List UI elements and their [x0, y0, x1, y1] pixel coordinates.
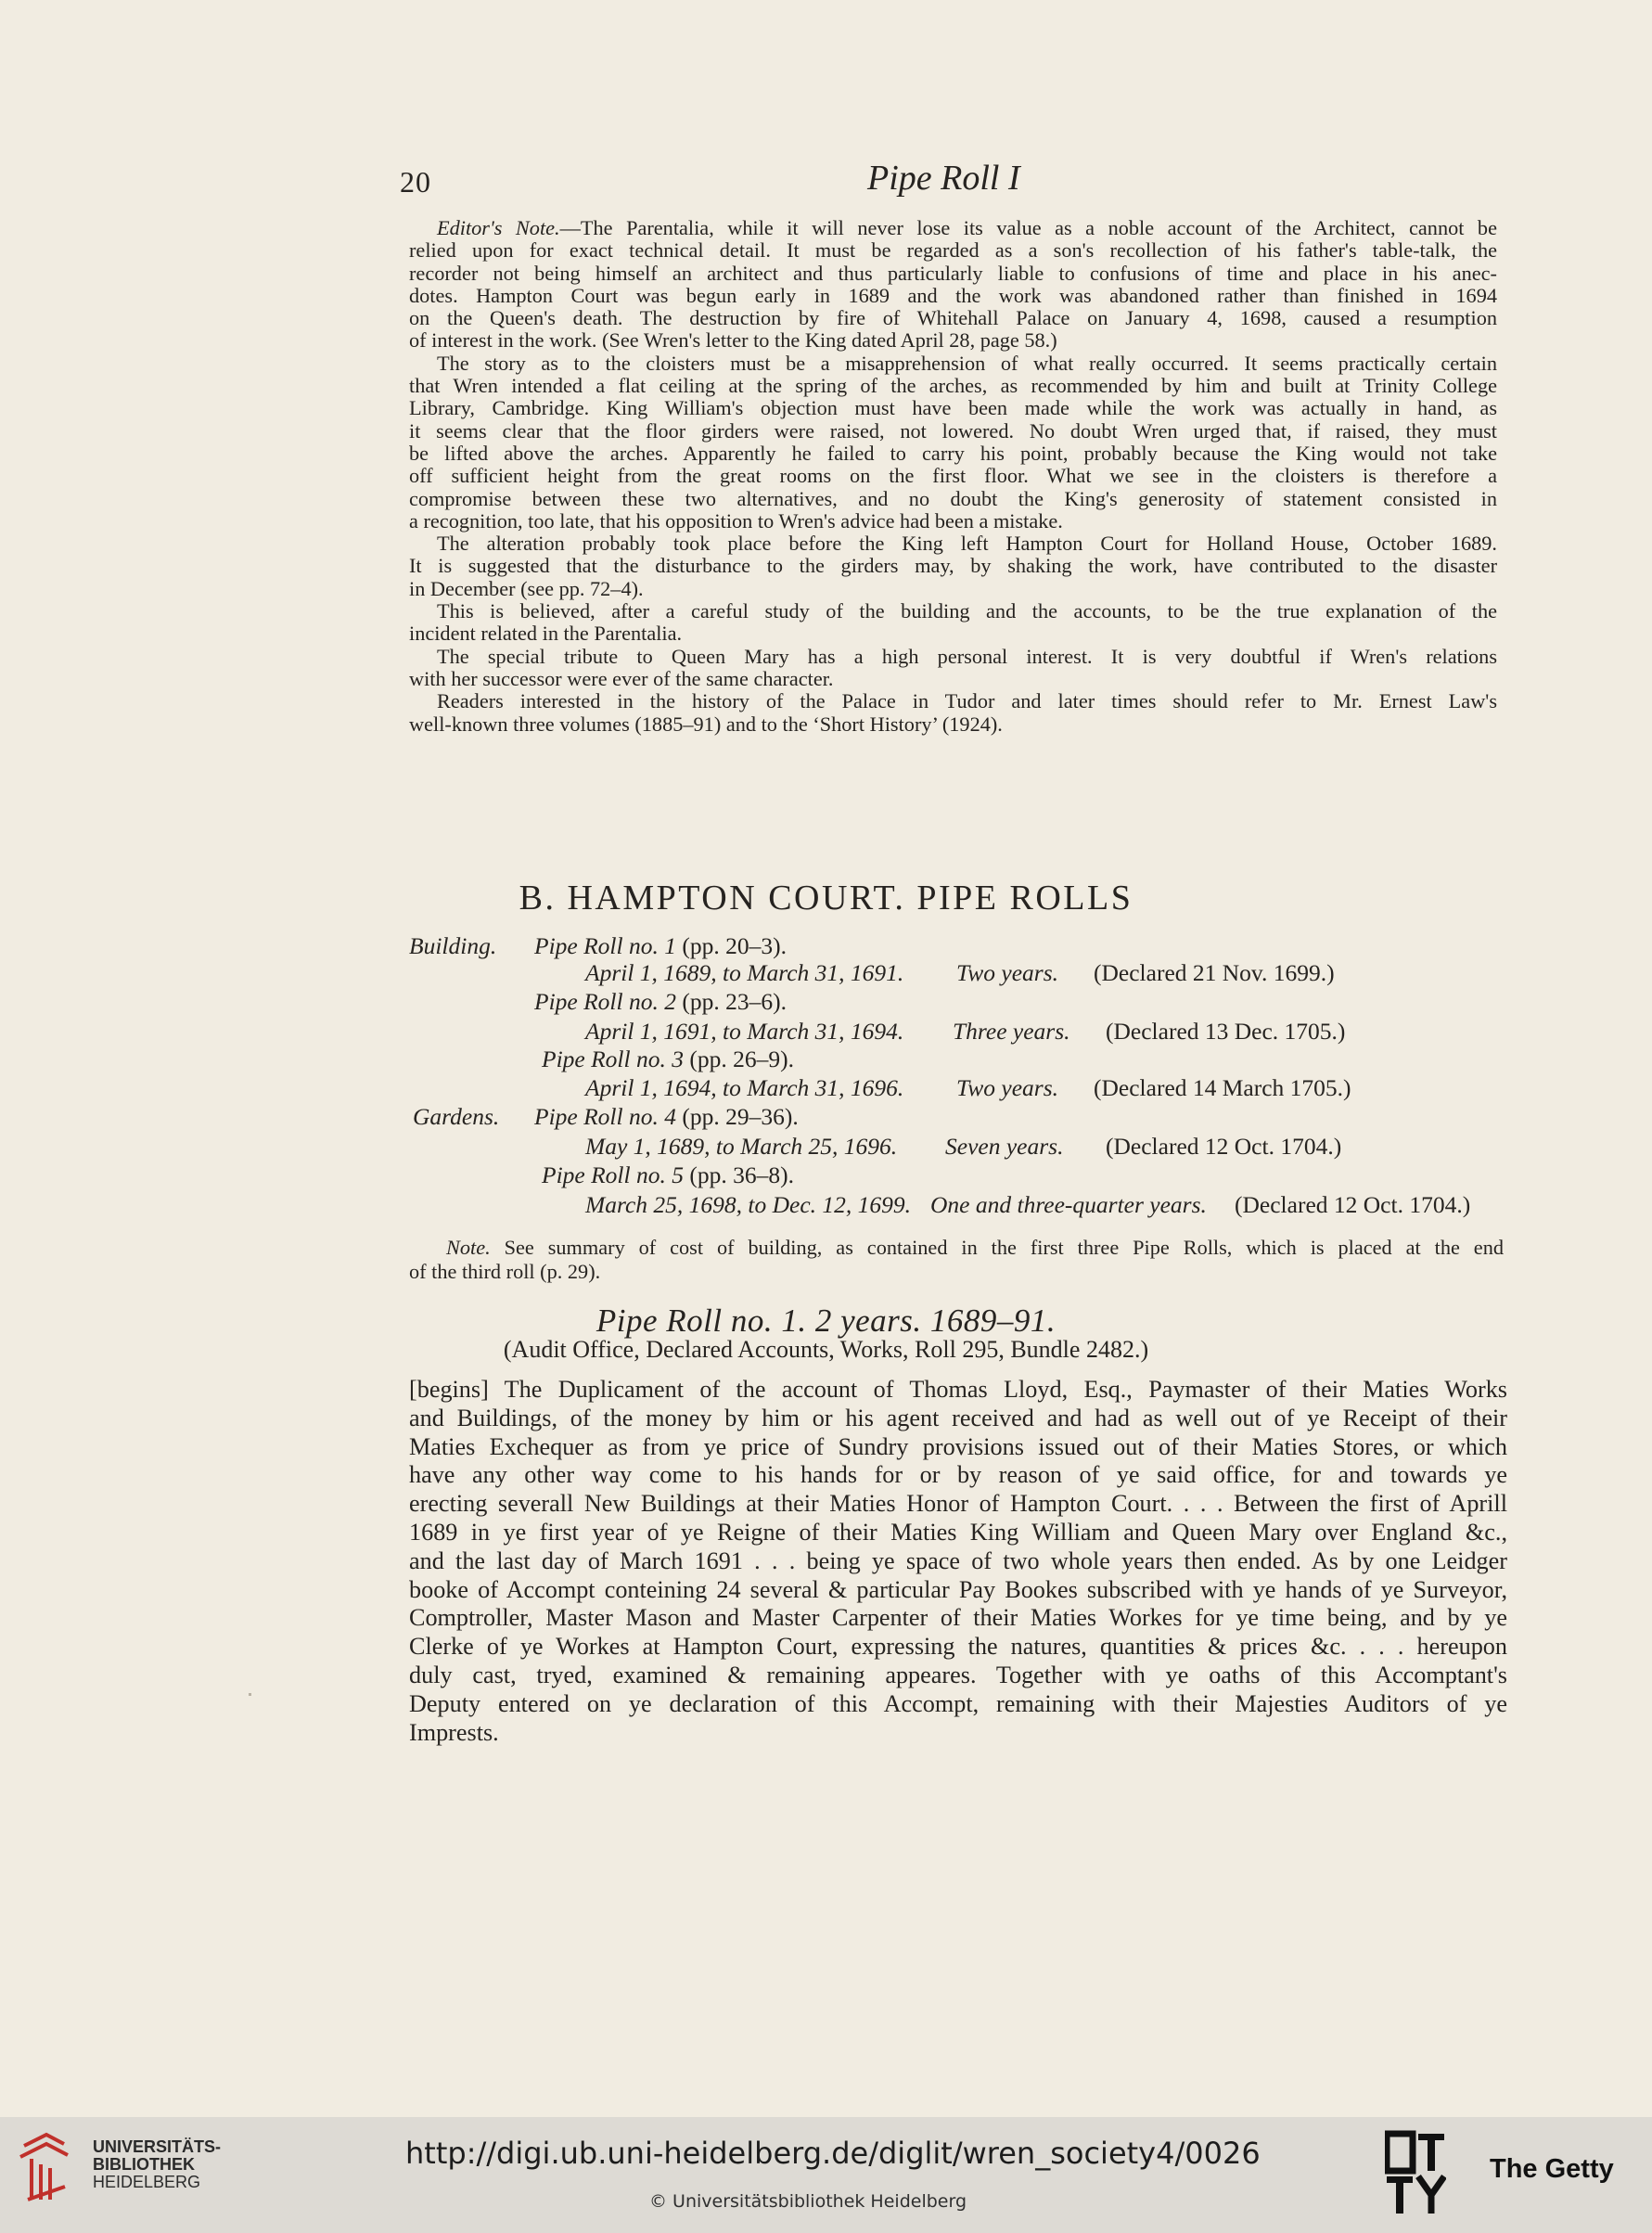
editors-note-line: in December (see pp. 72–4).: [409, 576, 644, 600]
pipe-roll-dates: April 1, 1689, to March 31, 1691.: [585, 959, 904, 986]
pipe-roll-title: Pipe Roll no. 2 (pp. 23–6).: [534, 988, 787, 1015]
pipe-roll-declared: (Declared 12 Oct. 1704.): [1106, 1133, 1342, 1160]
editors-note-line: of interest in the work. (See Wren's letter to the King dated April 28, page 58.): [409, 328, 1057, 353]
pipe-roll-dates: April 1, 1694, to March 31, 1696.: [585, 1074, 904, 1101]
editors-note-line: well-known three volumes (1885–91) and to the ‘Short History’ (1924).: [409, 712, 1003, 736]
editors-note-line: be lifted above the arches. Apparently he failed to carry his point, probably because the King would not take: [409, 441, 1497, 465]
running-title: Pipe Roll I: [867, 159, 1020, 198]
transcript-line: Imprests.: [409, 1718, 499, 1746]
editors-note-line: Editor's Note.—The Parentalia, while it will never lose its value as a noble account of the Architect, cannot be: [437, 216, 1497, 239]
editors-note-line: off sufficient height from the great rooms on the first floor. What we see in the cloisters is therefore a: [409, 464, 1497, 488]
editors-note-line: Library, Cambridge. King William's objection must have been made while the work was actually in hand, as: [409, 396, 1497, 420]
summary-note: [409, 1236, 1504, 1284]
editors-note-line: a recognition, too late, that his opposition to Wren's advice had been a mistake.: [409, 508, 1063, 533]
roll-title: Pipe Roll no. 1. 2 years. 1689–91.: [595, 1303, 1057, 1339]
transcript-line: Deputy entered on ye declaration of this Accompt, remaining with their Majesties Auditors of ye: [409, 1689, 1507, 1717]
pipe-roll-duration: Two years.: [956, 959, 1059, 986]
editors-note-line: The alteration probably took place before the King left Hampton Court for Holland House, October 1689.: [437, 532, 1497, 556]
pipe-roll-dates: April 1, 1691, to March 31, 1694.: [585, 1018, 904, 1045]
gardens-label: Gardens.: [413, 1103, 500, 1130]
library-name: UNIVERSITÄTS- BIBLIOTHEK HEIDELBERG: [93, 2137, 222, 2191]
editors-note-line: This is believed, after a careful study of the building and the accounts, to be the true explanation of the: [437, 599, 1497, 623]
editors-note-line: on the Queen's death. The destruction by fire of Whitehall Palace on January 4, 1698, caused a resumption: [409, 306, 1497, 330]
transcript-line: erecting severall New Buildings at their Maties Honor of Hampton Court. . . . Between the first of Aprill: [409, 1490, 1507, 1518]
editors-note-line: Readers interested in the history of the Palace in Tudor and later times should refer to Mr. Ernest Law's: [437, 689, 1497, 713]
editors-note-line: The story as to the cloisters must be a misapprehension of what really occurred. It seems practically certain: [437, 351, 1497, 375]
transcript-line: and the last day of March 1691 . . . being ye space of two whole years then ended. As by one Leidger: [409, 1546, 1507, 1574]
note-label: Note.: [446, 1236, 491, 1259]
university-library-logo: [19, 2131, 70, 2203]
editors-note-line: recorder not being himself an architect and thus particularly liable to confusions of time and place in his anec-: [409, 261, 1497, 285]
editors-note-line: compromise between these two alternatives, and no doubt the King's generosity of statement consisted in: [409, 486, 1497, 510]
copyright-notice: © Universitätsbibliothek Heidelberg: [649, 2191, 967, 2212]
transcript-line: Maties Exchequer as from ye price of Sundry provisions issued out of their Maties Stores, or which: [409, 1432, 1507, 1460]
editors-note-line: relied upon for exact technical detail. It must be regarded as a son's recollection of his father's table-talk, the: [409, 238, 1497, 263]
pipe-roll-duration: Two years.: [956, 1074, 1059, 1101]
pipe-roll-duration: One and three-quarter years.: [930, 1191, 1207, 1218]
audit-reference: (Audit Office, Declared Accounts, Works, Roll 295, Bundle 2482.): [503, 1336, 1149, 1363]
pipe-roll-title: Pipe Roll no. 4 (pp. 29–36).: [534, 1103, 799, 1130]
transcript-line: duly cast, tryed, examined & remaining appeares. Together with ye oaths of this Accomptant's: [409, 1661, 1507, 1688]
getty-logo-icon: [1385, 2130, 1446, 2217]
building-label: Building.: [409, 932, 497, 959]
pipe-roll-title: Pipe Roll no. 1 (pp. 20–3).: [534, 932, 787, 959]
editors-note-label: Editor's Note.: [437, 216, 560, 239]
transcript-line: and Buildings, of the money by him or his agent received and had as well out of ye Receipt of their: [409, 1404, 1507, 1431]
getty-name: The Getty: [1490, 2154, 1614, 2184]
transcript-line: Clerke of ye Workes at Hampton Court, expressing the natures, quantities & prices &c. . . . hereupon: [409, 1633, 1507, 1661]
editors-note-line: with her successor were ever of the same character.: [409, 666, 834, 690]
page-speck: [249, 1693, 251, 1696]
section-heading: B. HAMPTON COURT. PIPE ROLLS: [519, 879, 1133, 918]
transcript-line: Comptroller, Master Mason and Master Carpenter of their Maties Workes for ye time being, and by ye: [409, 1604, 1507, 1632]
transcript-line: [begins] The Duplicament of the account of Thomas Lloyd, Esq., Paymaster of their Maties Works: [409, 1376, 1507, 1403]
pipe-roll-duration: Seven years.: [945, 1133, 1064, 1160]
editors-note-line: It is suggested that the disturbance to the girders may, by shaking the work, have contributed to the disaster: [409, 554, 1497, 578]
pipe-roll-title: Pipe Roll no. 3 (pp. 26–9).: [542, 1046, 794, 1072]
editors-note-line: that Wren intended a flat ceiling at the spring of the arches, as recommended by him and built at Trinity College: [409, 374, 1497, 398]
editors-note: [409, 217, 1497, 736]
page-number: 20: [400, 165, 431, 199]
pipe-roll-dates: May 1, 1689, to March 25, 1696.: [585, 1133, 898, 1160]
pipe-roll-declared: (Declared 12 Oct. 1704.): [1235, 1191, 1471, 1218]
pipe-roll-declared: (Declared 21 Nov. 1699.): [1094, 959, 1335, 986]
account-transcript: [409, 1376, 1507, 1747]
editors-note-line: The special tribute to Queen Mary has a high personal interest. It is very doubtful if Wren's relations: [437, 644, 1497, 668]
summary-note-line: Note. See summary of cost of building, as contained in the first three Pipe Rolls, which is placed at the end: [446, 1236, 1504, 1259]
footer-bar: [0, 2117, 1652, 2233]
editors-note-line: it seems clear that the floor girders were raised, not lowered. No doubt Wren urged that, if raised, they must: [409, 418, 1497, 443]
pipe-roll-title: Pipe Roll no. 5 (pp. 36–8).: [542, 1161, 794, 1188]
permalink-url[interactable]: http://digi.ub.uni-heidelberg.de/diglit/wren_society4/0026: [405, 2136, 1261, 2171]
editors-note-line: incident related in the Parentalia.: [409, 622, 683, 646]
pipe-roll-declared: (Declared 13 Dec. 1705.): [1106, 1018, 1346, 1045]
pipe-roll-declared: (Declared 14 March 1705.): [1094, 1074, 1351, 1101]
summary-note-line: of the third roll (p. 29).: [409, 1260, 601, 1283]
transcript-line: 1689 in ye first year of ye Reigne of their Maties King William and Queen Mary over England &c.,: [409, 1518, 1507, 1546]
pipe-roll-dates: March 25, 1698, to Dec. 12, 1699.: [585, 1191, 912, 1218]
editors-note-line: dotes. Hampton Court was begun early in 1689 and the work was abandoned rather than finished in 1694: [409, 283, 1497, 307]
transcript-line: have any other way come to his hands for or by reason of ye said office, for and towards ye: [409, 1461, 1507, 1489]
transcript-line: booke of Accompt conteining 24 several & particular Pay Bookes subscribed with ye hands of ye Surveyor,: [409, 1575, 1507, 1603]
pipe-roll-duration: Three years.: [953, 1018, 1070, 1045]
